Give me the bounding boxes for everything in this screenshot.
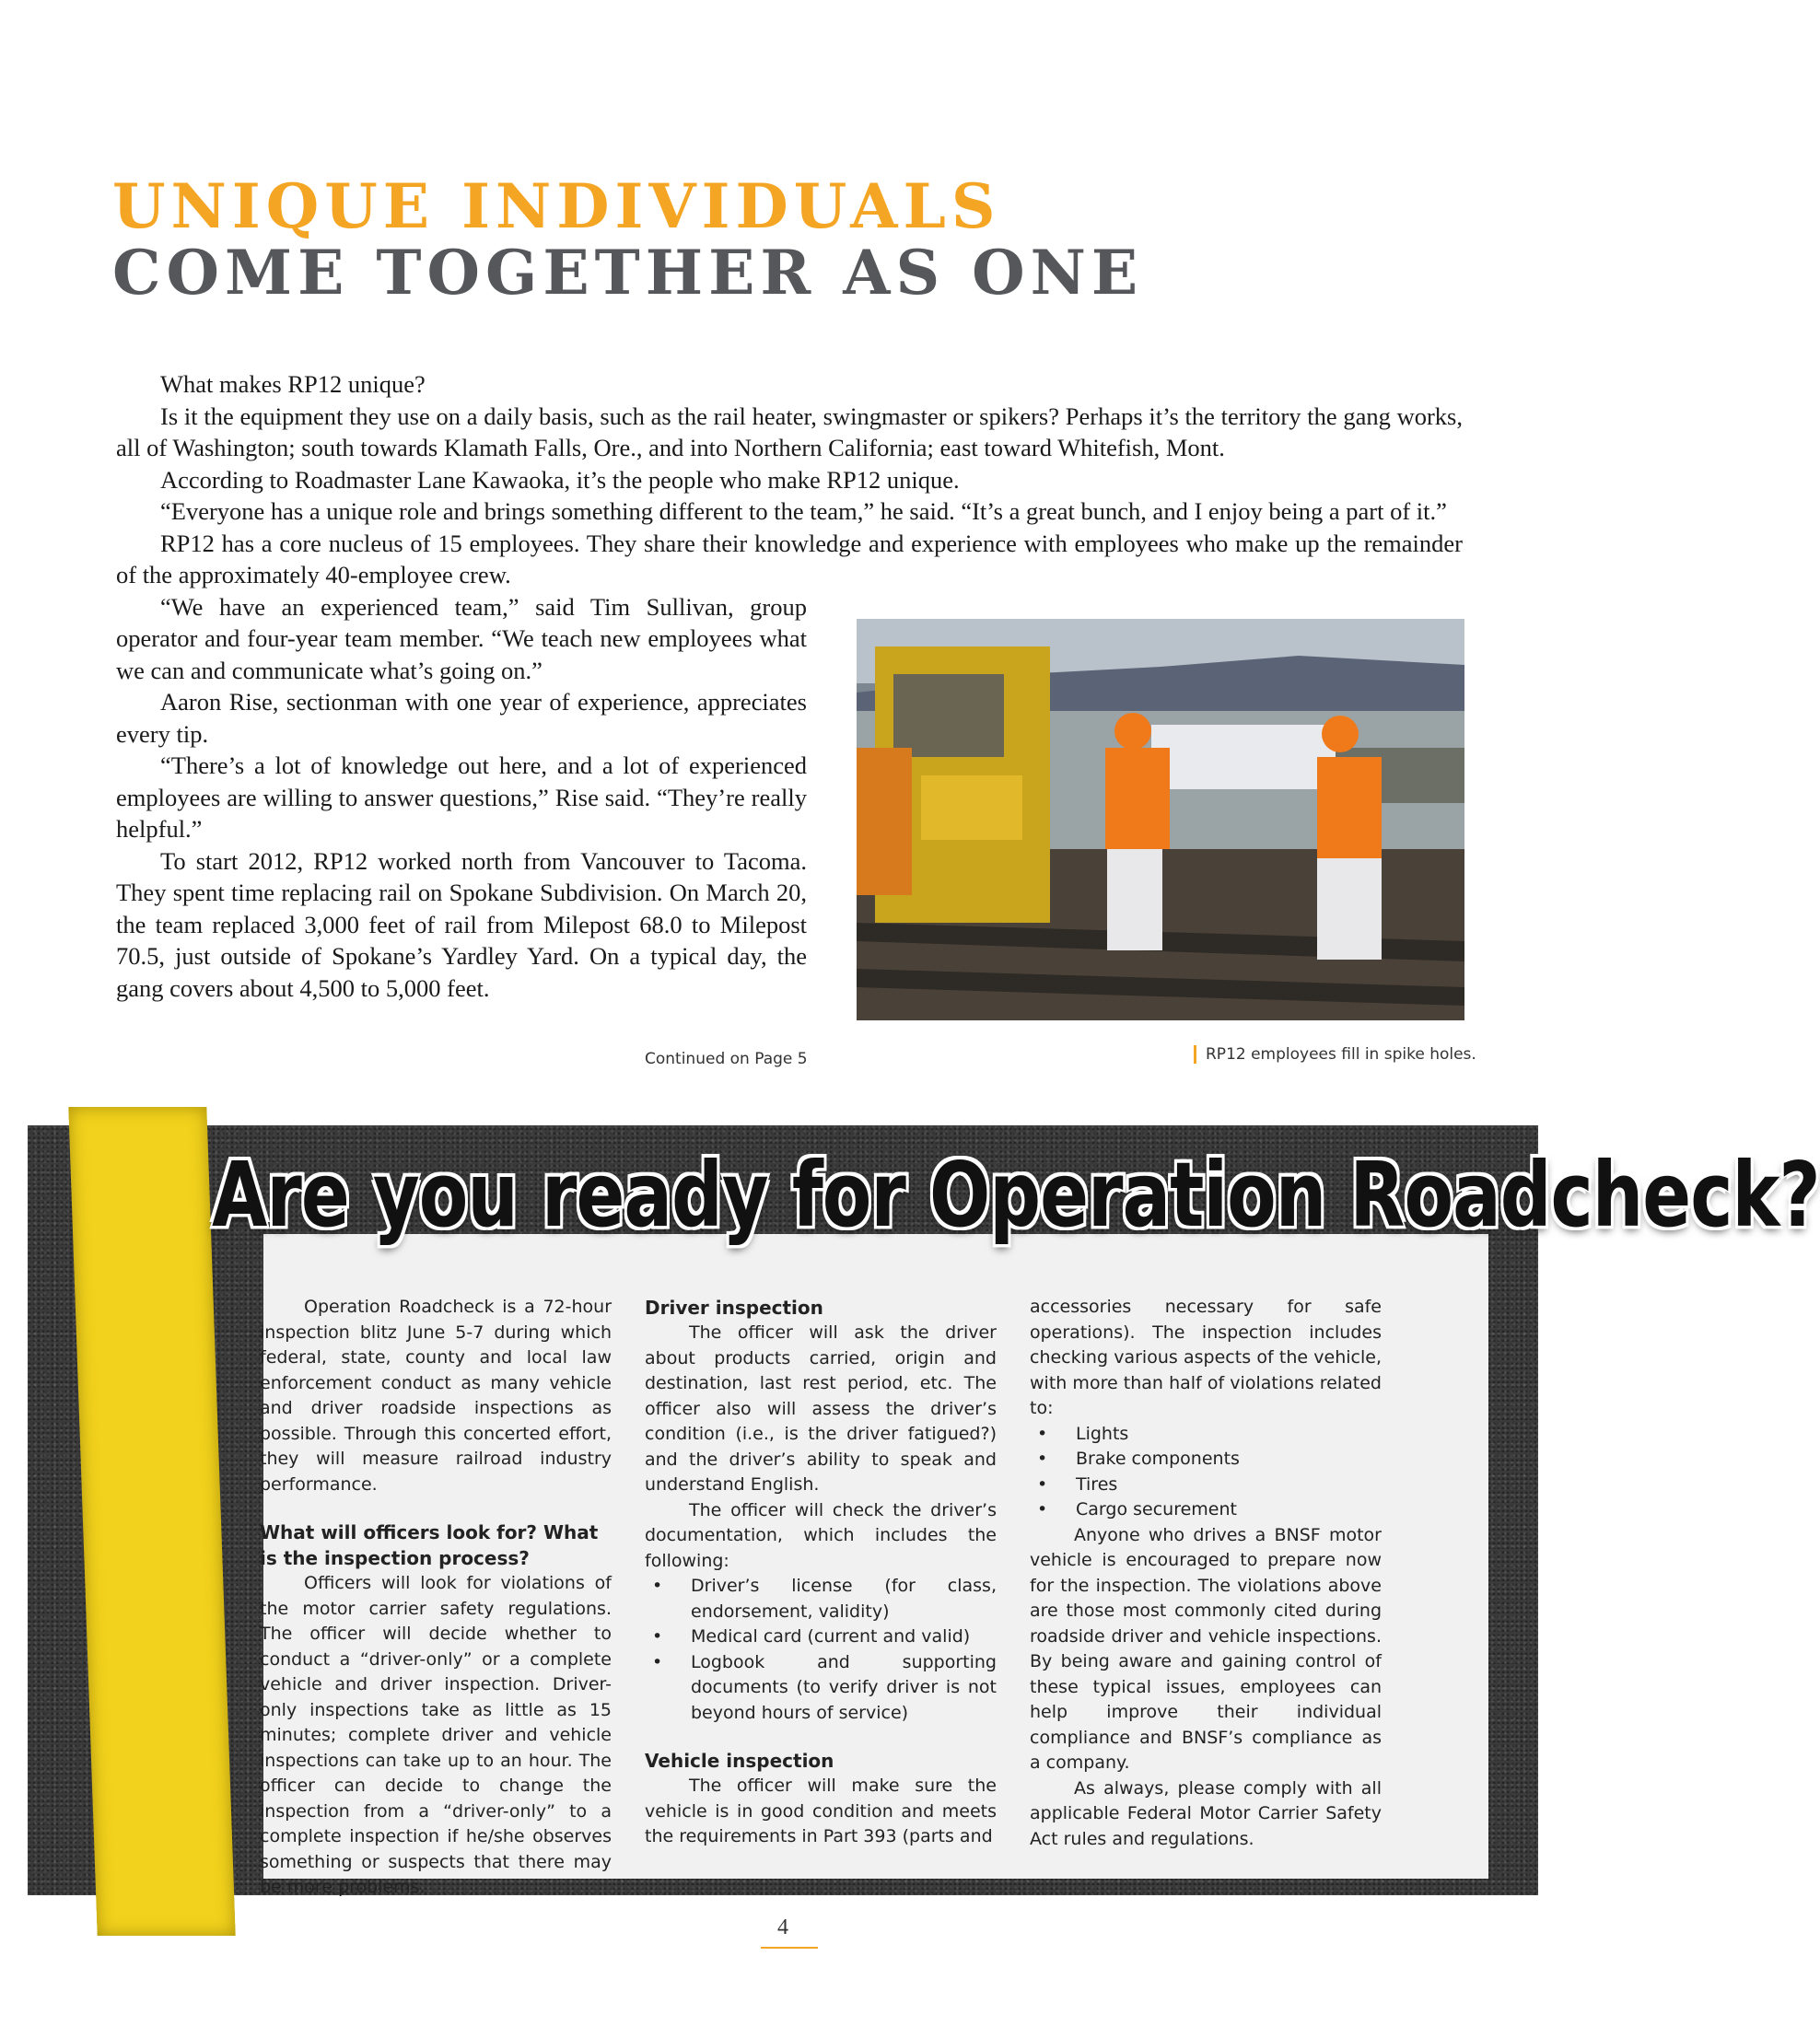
article-paragraph: “Everyone has a unique role and brings something different to the team,” he said. “It’s a great bunch, and I enjoy being a part of it.”	[160, 497, 1447, 525]
article-paragraph: What makes RP12 unique?	[160, 370, 426, 398]
photo-caption	[1194, 1045, 1476, 1064]
article-paragraph: To start 2012, RP12 worked north from Vancouver to Tacoma. They spent time replacing rail on Spokane Subdivision. On March 20, the team replaced 3,000 feet of rail from Milepost 68.0 to Milepost 70.5, just outside of Spokane’s Yardley Yard. On a typical day, the gang covers about 4,500 to 5,000 feet.	[116, 846, 807, 1002]
list-item: • Brake components	[1030, 1447, 1382, 1473]
headline-line-1: UNIQUE INDIVIDUALS	[112, 170, 1001, 242]
caption-bar	[1194, 1045, 1196, 1064]
list-item: • Tires	[1030, 1473, 1382, 1498]
article-paragraph: Is it the equipment they use on a daily basis, such as the rail heater, swingmaster or spikers? Perhaps it’s the territory the gang works, all of Washington; south towards Klamath Falls, Ore., and into Northern California; east toward Whitefish, Mont.	[116, 402, 1463, 461]
list-item: • Driver’s license (for class, endorsement, validity)	[645, 1574, 997, 1624]
yellow-road-stripe	[68, 1107, 235, 1936]
rail-crew-photo	[857, 619, 1464, 1020]
roadcheck-heading-driver: Driver inspection	[645, 1297, 823, 1319]
roadcheck-column-3	[1030, 1295, 1382, 1901]
article-paragraph: “We have an experienced team,” said Tim Sullivan, group operator and four-year team member. “We teach new employees what we can and communicate what’s going on.”	[116, 592, 807, 684]
roadcheck-heading-vehicle: Vehicle inspection	[645, 1750, 834, 1772]
roadcheck-heading-process: What will officers look for? What is the inspection process?	[260, 1521, 599, 1569]
roadcheck-prepare-text: Anyone who drives a BNSF motor vehicle is encouraged to prepare now for the inspection. The violations above are those most commonly cited during roadside driver and vehicle inspections. By being aware and gaining control of these typical issues, employees can help improve their individual compliance and BNSF’s compliance as a company.	[1030, 1524, 1382, 1773]
violations-list	[1030, 1422, 1382, 1523]
article-paragraph: Aaron Rise, sectionman with one year of experience, appreciates every tip.	[116, 688, 807, 748]
roadcheck-title: Are you ready for Operation Roadcheck?	[212, 1144, 1820, 1248]
article-paragraph: RP12 has a core nucleus of 15 employees. They share their knowledge and experience with employees who make up the remainder of the approximately 40-employee crew.	[116, 529, 1463, 588]
article-paragraph: According to Roadmaster Lane Kawaoka, it’s the people who make RP12 unique.	[160, 465, 960, 494]
list-item: • Logbook and supporting documents (to verify driver is not beyond hours of service)	[645, 1650, 997, 1727]
roadcheck-columns	[260, 1295, 1393, 1901]
page-number-text: 4	[777, 1915, 788, 1939]
continued-note: Continued on Page 5	[645, 1050, 808, 1068]
roadcheck-process-text: Officers will look for violations of the motor carrier safety regulations. The officer will decide whether to conduct a “driver-only” or a complete vehicle and driver inspection. Driver-only inspections take as little as 15 minutes; complete driver and vehicle inspections can take up to an hour. The officer can decide to change the inspection from a “driver-only” to a complete inspection if he/she observes something or suspects that there may be more problems.	[260, 1573, 612, 1897]
photo-caption-text: RP12 employees fill in spike holes.	[1206, 1045, 1476, 1064]
roadcheck-documents-text: The officer will check the driver’s documentation, which includes the following:	[645, 1499, 997, 1571]
headline	[112, 170, 1476, 309]
headline-line-2: COME TOGETHER AS ONE	[112, 237, 1144, 309]
roadcheck-column-1	[260, 1295, 612, 1901]
list-item: • Medical card (current and valid)	[645, 1624, 997, 1650]
roadcheck-intro: Operation Roadcheck is a 72-hour inspection blitz June 5-7 during which federal, state, county and local law enforcement conduct as many vehicle and driver roadside inspections as possible. Through this concerted effort, they will measure railroad industry performance.	[260, 1297, 612, 1495]
roadcheck-driver-text: The officer will ask the driver about products carried, origin and destination, last rest period, etc. The officer also will assess the driver’s condition (i.e., is the driver fatigued?) and the driver’s ability to speak and understand English.	[645, 1322, 997, 1495]
page-number	[761, 1915, 805, 1940]
documents-list	[645, 1574, 997, 1726]
list-item: • Lights	[1030, 1422, 1382, 1448]
roadcheck-column-2	[645, 1295, 997, 1901]
roadcheck-comply-text: As always, please comply with all applicable Federal Motor Carrier Safety Act rules and regulations.	[1030, 1777, 1382, 1849]
article-paragraph: “There’s a lot of knowledge out here, and a lot of experienced employees are willing to answer questions,” Rise said. “They’re really helpful.”	[116, 751, 807, 843]
roadcheck-vehicle-text: The officer will make sure the vehicle is in good condition and meets the requirements in Part 393 (parts and	[645, 1776, 997, 1846]
list-item: • Cargo securement	[1030, 1497, 1382, 1523]
roadcheck-vehicle-continued: accessories necessary for safe operations). The inspection includes checking various aspects of the vehicle, with more than half of violations related to:	[1030, 1297, 1382, 1418]
page-number-underline	[761, 1947, 818, 1949]
article-narrow-column	[116, 591, 807, 1005]
